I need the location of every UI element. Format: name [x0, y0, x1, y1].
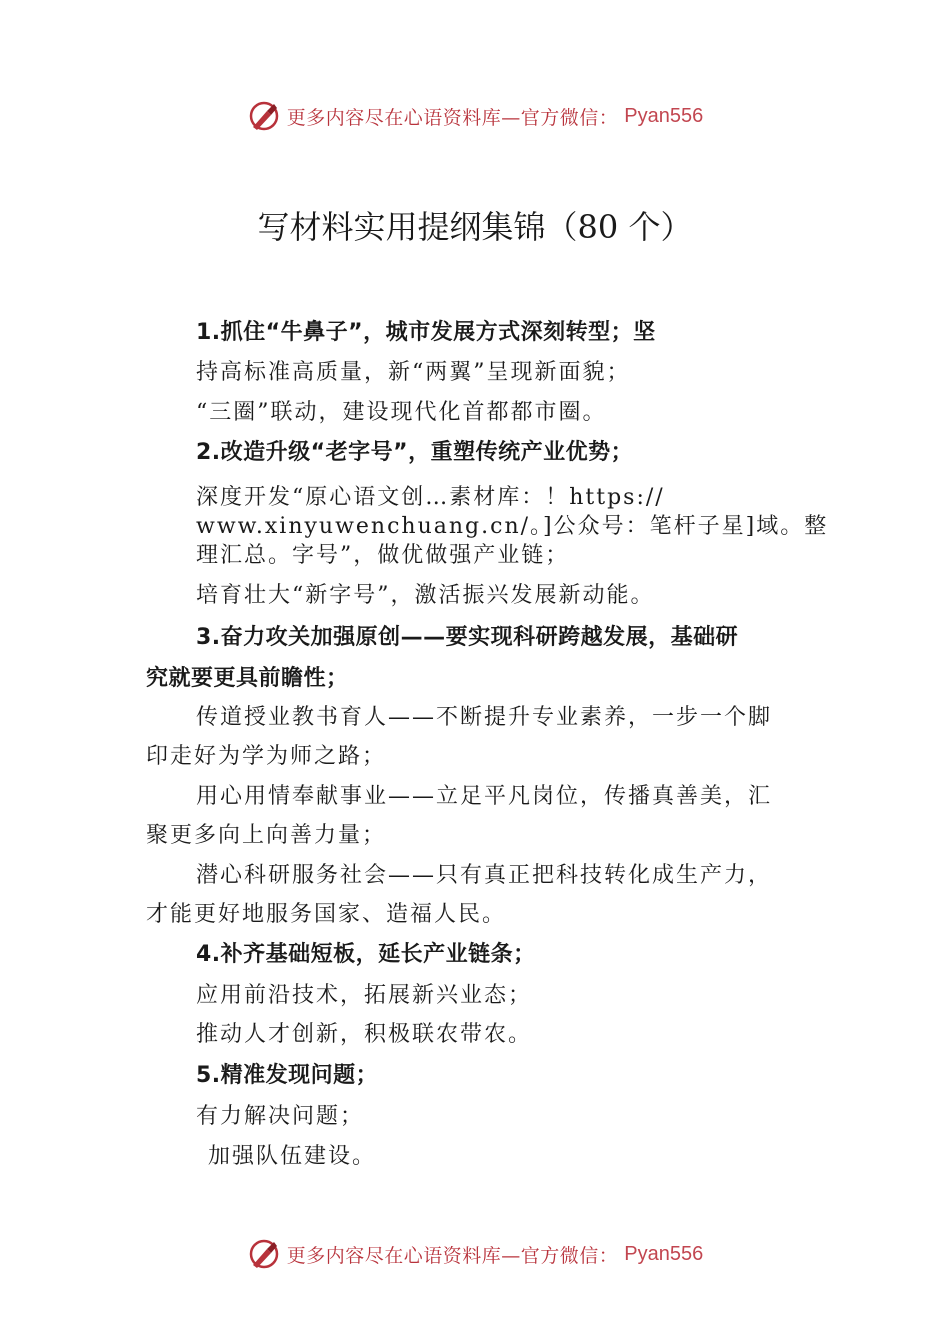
heading-3-line: 3.奋力攻关加强原创——要实现科研跨越发展，基础研: [196, 625, 739, 650]
body-line: 培育壮大“新字号”，激活振兴发展新动能。: [196, 583, 655, 608]
body-line: 潜心科研服务社会——只有真正把科技转化成生产力，: [196, 863, 773, 888]
heading-1-line: 1.抓住“牛鼻子”，城市发展方式深刻转型；坚: [196, 320, 656, 345]
heading-3-continuation: 究就要更具前瞻性；: [146, 666, 349, 691]
footer-watermark: [0, 1234, 950, 1274]
watermark-text: 更多内容尽在心语资料库—官方微信：: [286, 1244, 619, 1267]
heading-4-line: 4.补齐基础短板，延长产业链条；: [196, 942, 536, 967]
heading-2-line: 2.改造升级“老字号”，重塑传统产业优势；: [196, 440, 634, 465]
body-line: 深度开发“原心语文创…素材库：！https://: [196, 485, 665, 510]
body-line-continuation: 聚更多向上向善力量；: [146, 823, 387, 848]
body-line: 传道授业教书育人——不断提升专业素养，一步一个脚: [196, 705, 773, 730]
watermark-handle: Pyan556: [624, 104, 704, 127]
body-line: 理汇总。字号”，做优做强产业链；: [196, 543, 570, 568]
body-line-continuation: 印走好为学为师之路；: [146, 744, 387, 769]
body-line: 加强队伍建设。: [208, 1144, 377, 1169]
pen-logo-icon: [247, 99, 281, 133]
header-watermark: [0, 96, 950, 136]
document-title: 写材料实用提纲集锦（80 个）: [257, 208, 693, 246]
body-line-continuation: 才能更好地服务国家、造福人民。: [146, 902, 507, 927]
body-line: 有力解决问题；: [196, 1104, 365, 1129]
body-line: “三圈”联动，建设现代化首都都市圈。: [196, 400, 607, 425]
body-line: 应用前沿技术，拓展新兴业态；: [196, 983, 533, 1008]
body-line: www.xinyuwenchuang.cn/。]公众号：笔杆子星]域。整: [196, 514, 829, 539]
heading-5-line: 5.精准发现问题；: [196, 1063, 379, 1088]
pen-logo-icon: [247, 1237, 281, 1271]
body-line: 持高标准高质量，新“两翼”呈现新面貌；: [196, 360, 631, 385]
watermark-handle: Pyan556: [624, 1242, 704, 1265]
body-line: 用心用情奉献事业——立足平凡岗位，传播真善美，汇: [196, 784, 773, 809]
watermark-text: 更多内容尽在心语资料库—官方微信：: [286, 106, 619, 129]
body-line: 推动人才创新，积极联农带农。: [196, 1022, 533, 1047]
